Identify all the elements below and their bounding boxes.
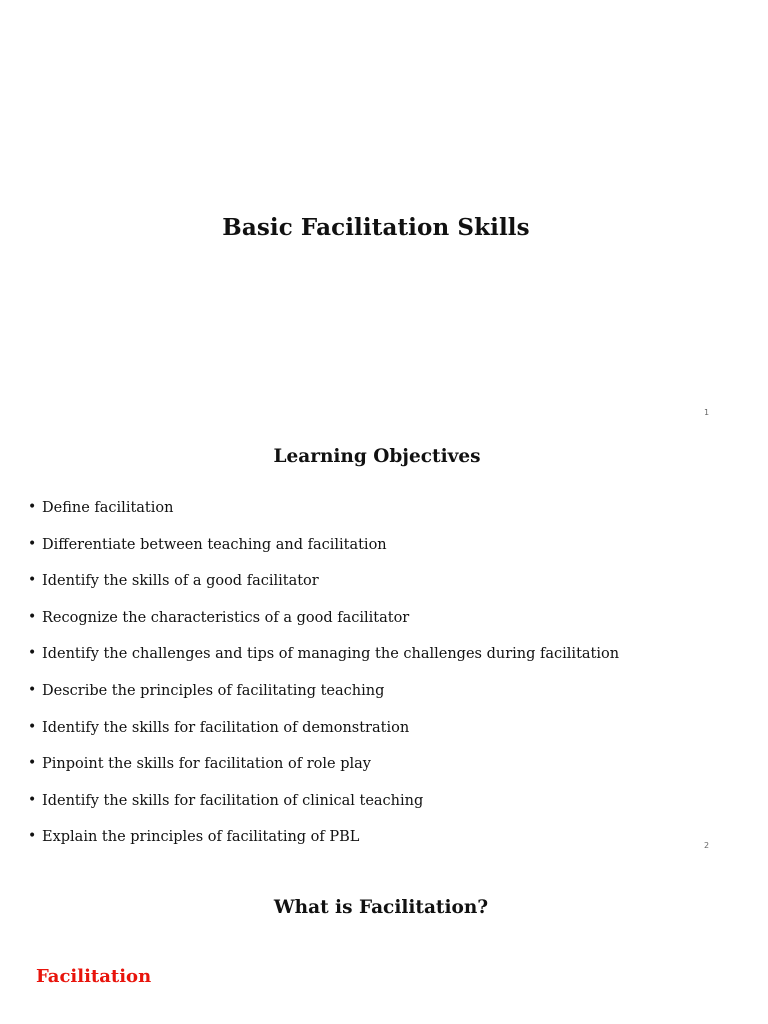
list-item xyxy=(28,534,619,571)
list-item-text: Explain the principles of facilitating of PBL xyxy=(42,829,360,846)
list-item xyxy=(28,570,619,607)
bullet-icon: • xyxy=(28,572,37,589)
bullet-icon: • xyxy=(28,755,37,772)
section-label: Facilitation xyxy=(36,966,152,987)
bullet-icon: • xyxy=(28,499,37,515)
list-item-text: Identify the skills for facilitation of demonstration xyxy=(42,719,410,736)
slide-title: Basic Facilitation Skills xyxy=(222,214,530,241)
bullet-icon: • xyxy=(28,608,37,625)
list-item-text: Differentiate between teaching and facilitation xyxy=(42,536,387,553)
list-item xyxy=(28,643,619,680)
list-item-text: Recognize the characteristics of a good facilitator xyxy=(42,609,410,626)
list-item xyxy=(28,790,619,827)
list-item xyxy=(28,680,619,717)
page-number: 2 xyxy=(704,841,710,850)
bullet-icon: • xyxy=(28,791,37,808)
list-item-text: Pinpoint the skills for facilitation of role play xyxy=(42,756,371,773)
list-item-text: Describe the principles of facilitating teaching xyxy=(42,682,385,699)
bullet-icon: • xyxy=(28,681,37,698)
bullet-icon: • xyxy=(28,828,37,845)
list-item xyxy=(28,607,619,644)
list-item xyxy=(28,497,619,534)
page-number: 1 xyxy=(704,408,710,417)
list-item-text: Identify the skills for facilitation of clinical teaching xyxy=(42,792,424,809)
list-item-text: Define facilitation xyxy=(42,500,174,516)
objectives-list xyxy=(28,497,619,863)
slide-heading: Learning Objectives xyxy=(273,446,481,467)
list-item xyxy=(28,753,619,790)
slide-heading: What is Facilitation? xyxy=(273,897,489,918)
bullet-icon: • xyxy=(28,645,37,662)
list-item xyxy=(28,717,619,754)
list-item-text: Identify the skills of a good facilitator xyxy=(42,573,319,590)
list-item xyxy=(28,826,619,863)
bullet-icon: • xyxy=(28,718,37,735)
bullet-icon: • xyxy=(28,535,37,552)
list-item-text: Identify the challenges and tips of managing the challenges during facilitation xyxy=(42,646,620,663)
